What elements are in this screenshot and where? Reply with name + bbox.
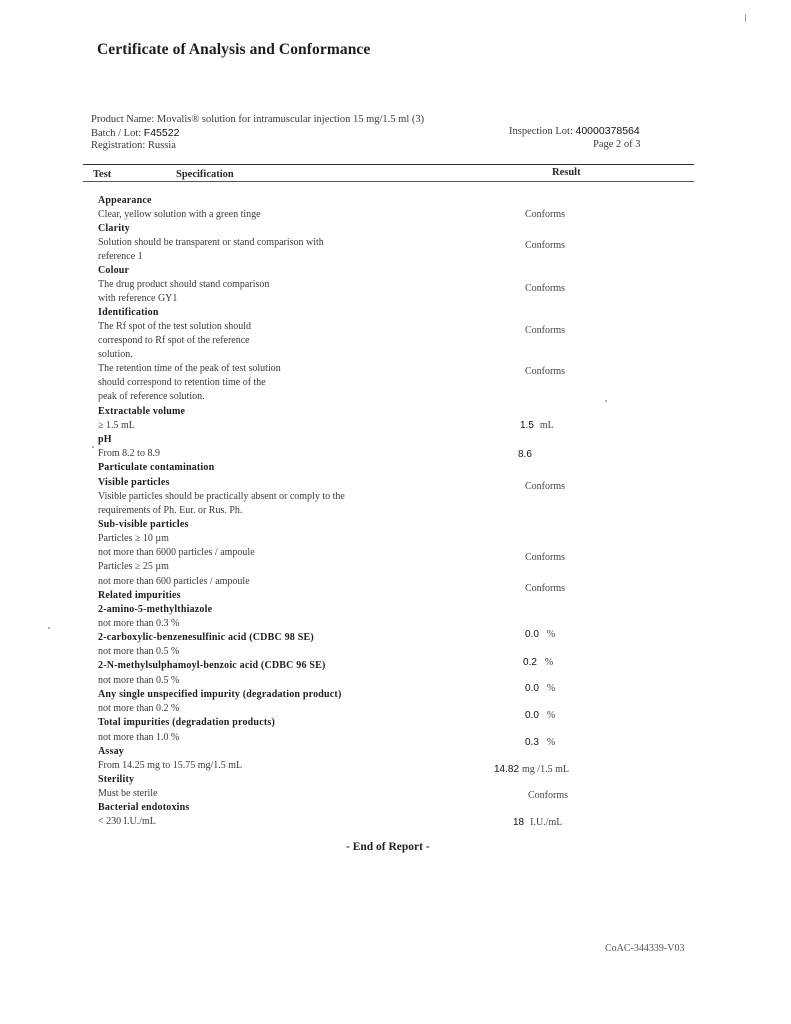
spec-row: Particulate contamination <box>98 462 215 473</box>
header-rule <box>83 164 694 165</box>
result-cell: 0.0 % <box>525 683 556 694</box>
result-cell: Conforms <box>525 283 565 294</box>
scan-speck <box>48 627 50 629</box>
inspection-label: Inspection Lot: <box>509 126 573 137</box>
result-cell: Conforms <box>525 552 565 563</box>
scan-speck <box>605 400 607 402</box>
spec-row: Particles ≥ 10 µm <box>98 533 169 544</box>
spec-row: From 8.2 to 8.9 <box>98 448 160 459</box>
result-cell: Conforms <box>525 583 565 594</box>
product-name <box>91 114 424 125</box>
spec-row: not more than 1.0 % <box>98 732 180 743</box>
spec-row: Total impurities (degradation products) <box>98 717 275 728</box>
result-cell: 8.6 <box>518 449 532 460</box>
result-cell: 1.5 mL <box>520 420 554 431</box>
spec-row: Visible particles should be practically absent or comply to the <box>98 491 345 502</box>
inspection-lot <box>509 125 640 137</box>
document-code: CoAC-344339-V03 <box>605 943 685 954</box>
spec-row: Appearance <box>98 195 152 206</box>
result-cell: 0.2 % <box>523 657 554 668</box>
spec-row: From 14.25 mg to 15.75 mg/1.5 mL <box>98 760 243 771</box>
result-cell: Conforms <box>525 209 565 220</box>
spec-row: with reference GY1 <box>98 293 178 304</box>
result-cell: Conforms <box>525 325 565 336</box>
column-header-rule <box>83 181 694 182</box>
spec-row: requirements of Ph. Eur. or Rus. Ph. <box>98 505 243 516</box>
scan-speck <box>92 446 94 448</box>
column-test: Test <box>93 169 112 180</box>
result-cell: Conforms <box>525 481 565 492</box>
column-specification: Specification <box>176 169 234 180</box>
spec-row: The Rf spot of the test solution should <box>98 321 252 332</box>
spec-row: Visible particles <box>98 477 170 488</box>
spec-row: pH <box>98 434 112 445</box>
spec-row: Solution should be transparent or stand comparison with <box>98 237 324 248</box>
spec-row: not more than 6000 particles / ampoule <box>98 547 255 558</box>
scan-mark <box>745 14 746 22</box>
spec-row: should correspond to retention time of the <box>98 377 266 388</box>
end-of-report: - End of Report - <box>346 841 430 853</box>
result-cell: Conforms <box>525 240 565 251</box>
spec-row: Clear, yellow solution with a green tinge <box>98 209 261 220</box>
spec-row: correspond to Rf spot of the reference <box>98 335 250 346</box>
result-cell: 18 I.U./mL <box>513 817 563 828</box>
spec-row: Sterility <box>98 774 135 785</box>
spec-row: 2-carboxylic-benzenesulfinic acid (CDBC 98 SE) <box>98 632 314 643</box>
result-cell: 0.0 % <box>525 710 556 721</box>
spec-row: solution. <box>98 349 133 360</box>
spec-row: peak of reference solution. <box>98 391 205 402</box>
spec-row: Identification <box>98 307 159 318</box>
spec-row: 2-N-methylsulphamoyl-benzoic acid (CDBC 96 SE) <box>98 660 326 671</box>
result-cell: 0.0 % <box>525 629 556 640</box>
spec-row: Colour <box>98 265 130 276</box>
spec-row: Clarity <box>98 223 130 234</box>
spec-row: not more than 0.2 % <box>98 703 180 714</box>
result-cell: 0.3 % <box>525 737 556 748</box>
spec-row: not more than 0.5 % <box>98 646 180 657</box>
registration: Registration: Russia <box>91 140 176 151</box>
batch-value: F45522 <box>143 127 180 139</box>
spec-row: 2-amino-5-methylthiazole <box>98 604 213 615</box>
spec-row: Particles ≥ 25 µm <box>98 561 169 572</box>
result-cell: Conforms <box>528 790 568 801</box>
inspection-value: 40000378564 <box>575 125 640 137</box>
product-name-value: Movalis® solution for intramuscular injection 15 mg/1.5 ml (3) <box>156 114 425 125</box>
spec-row: Bacterial endotoxins <box>98 802 190 813</box>
spec-row: Any single unspecified impurity (degradation product) <box>98 689 342 700</box>
spec-row: The retention time of the peak of test solution <box>98 363 281 374</box>
document-title: Certificate of Analysis and Conformance <box>97 41 371 58</box>
spec-row: < 230 I.U./mL <box>98 816 156 827</box>
spec-row: not more than 0.5 % <box>98 675 180 686</box>
spec-row: Related impurities <box>98 590 181 601</box>
spec-row: not more than 600 particles / ampoule <box>98 576 250 587</box>
result-cell: Conforms <box>525 366 565 377</box>
spec-row: Assay <box>98 746 125 757</box>
spec-row: Extractable volume <box>98 406 186 417</box>
page-number: Page 2 of 3 <box>593 139 641 150</box>
spec-row: Must be sterile <box>98 788 158 799</box>
spec-row: not more than 0.3 % <box>98 618 180 629</box>
result-cell: 14.82 mg /1.5 mL <box>494 764 569 775</box>
spec-row: Sub-visible particles <box>98 519 189 530</box>
batch-lot <box>91 127 179 139</box>
spec-row: reference 1 <box>98 251 143 262</box>
batch-label: Batch / Lot: <box>91 128 142 139</box>
product-name-label: Product Name: <box>91 114 155 125</box>
spec-row: The drug product should stand comparison <box>98 279 270 290</box>
spec-row: ≥ 1.5 mL <box>98 420 135 431</box>
column-result: Result <box>552 167 581 178</box>
